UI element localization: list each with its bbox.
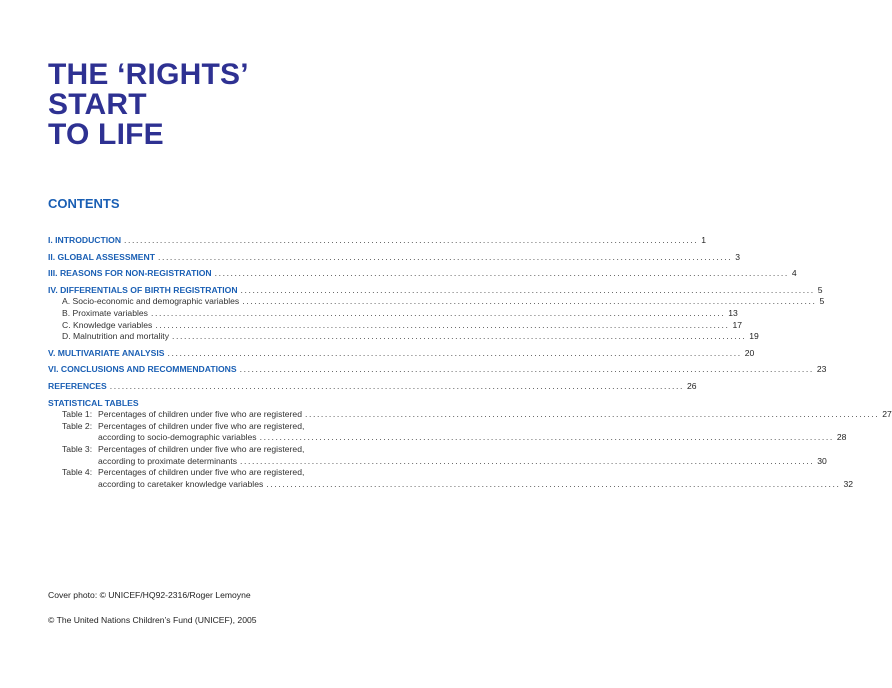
toc-subentry-socio-economic[interactable] xyxy=(48,296,825,308)
toc-entry-reasons[interactable] xyxy=(48,268,797,280)
toc-page-number: 19 xyxy=(749,331,759,342)
cover-photo-credit: Cover photo: © UNICEF/HQ92-2316/Roger Lemoyne xyxy=(48,590,251,600)
toc-page-number: 17 xyxy=(732,319,743,330)
toc-page-number: 5 xyxy=(819,296,825,307)
table-number: Table 3: xyxy=(62,443,93,454)
toc-page-number: 5 xyxy=(817,284,823,295)
toc-entry-label: REFERENCES xyxy=(48,380,107,391)
toc-page-number: 23 xyxy=(816,364,827,375)
title-line-3: TO LIFE xyxy=(48,118,164,151)
dot-leader xyxy=(266,479,840,491)
toc-entry-label: V. MULTIVARIATE ANALYSIS xyxy=(48,347,165,358)
dot-leader xyxy=(124,235,698,247)
dot-leader xyxy=(305,409,879,421)
toc-page-number: 30 xyxy=(817,455,827,466)
table-caption-continued: according to socio-demographic variables xyxy=(98,432,257,443)
toc-page-number: 20 xyxy=(744,347,755,358)
contents-heading: CONTENTS xyxy=(48,196,120,211)
toc-entry-label: VI. CONCLUSIONS AND RECOMMENDATIONS xyxy=(48,364,237,375)
toc-page-number: 32 xyxy=(843,478,854,489)
toc-page-number: 3 xyxy=(735,251,740,262)
dot-leader xyxy=(155,320,729,332)
toc-table-3[interactable] xyxy=(48,443,827,467)
toc-subentry-label: B. Proximate variables xyxy=(62,307,148,318)
dot-leader xyxy=(241,285,815,297)
toc-subentry-knowledge[interactable] xyxy=(48,319,743,332)
table-number: Table 2: xyxy=(62,420,93,431)
toc-entry-label: IV. DIFFERENTIALS OF BIRTH REGISTRATION xyxy=(48,284,238,295)
table-caption: Percentages of children under five who are registered xyxy=(98,409,302,420)
table-caption-continued: according to proximate determinants xyxy=(98,455,238,466)
statistical-tables-heading: STATISTICAL TABLES xyxy=(48,397,139,408)
table-caption-continued: according to caretaker knowledge variables xyxy=(98,478,264,489)
toc-entry-introduction[interactable] xyxy=(48,235,707,247)
table-caption: Percentages of children under five who are registered, xyxy=(98,420,305,431)
toc-page-number: 26 xyxy=(686,380,697,391)
toc-table-1[interactable] xyxy=(48,409,892,421)
dot-leader xyxy=(260,432,834,444)
document-title xyxy=(48,60,249,150)
title-line-1: THE ‘RIGHTS’ xyxy=(48,58,249,91)
dot-leader xyxy=(240,364,814,376)
dot-leader xyxy=(151,308,725,320)
toc-entry-multivariate[interactable] xyxy=(48,347,755,360)
toc-table-4[interactable] xyxy=(48,467,854,490)
dot-leader xyxy=(242,296,816,308)
toc-page-number: 4 xyxy=(791,268,797,279)
dot-leader xyxy=(240,456,814,468)
toc-entry-label: III. REASONS FOR NON-REGISTRATION xyxy=(48,268,212,279)
table-caption: Percentages of children under five who are registered, xyxy=(98,443,305,454)
toc-subentry-label: A. Socio-economic and demographic variables xyxy=(62,296,240,307)
toc-table-2[interactable] xyxy=(48,420,847,444)
toc-entry-global-assessment[interactable] xyxy=(48,251,740,264)
toc-entry-label: II. GLOBAL ASSESSMENT xyxy=(48,251,155,262)
toc-subentry-label: C. Knowledge variables xyxy=(62,319,153,330)
dot-leader xyxy=(158,252,732,264)
dot-leader xyxy=(110,381,684,393)
dot-leader xyxy=(172,331,746,343)
toc-subentry-proximate[interactable] xyxy=(48,307,738,320)
table-caption: Percentages of children under five who are registered, xyxy=(98,467,305,478)
toc-entry-conclusions[interactable] xyxy=(48,364,827,376)
copyright-notice: © The United Nations Children’s Fund (UNICEF), 2005 xyxy=(48,615,257,625)
title-line-2: START xyxy=(48,88,147,121)
toc-page-number: 28 xyxy=(836,432,847,443)
table-number: Table 1: xyxy=(62,409,93,420)
toc-subentry-label: D. Malnutrition and mortality xyxy=(62,331,169,342)
dot-leader xyxy=(168,348,742,360)
table-of-contents xyxy=(48,235,892,490)
table-number: Table 4: xyxy=(62,467,93,478)
toc-entry-differentials[interactable] xyxy=(48,284,823,297)
toc-page-number: 1 xyxy=(701,235,707,245)
dot-leader xyxy=(215,268,789,280)
toc-page-number: 27 xyxy=(882,409,892,420)
toc-subentry-malnutrition[interactable] xyxy=(48,331,759,343)
toc-entry-references[interactable] xyxy=(48,380,697,393)
toc-page-number: 13 xyxy=(728,307,738,318)
toc-entry-label: I. INTRODUCTION xyxy=(48,235,122,245)
